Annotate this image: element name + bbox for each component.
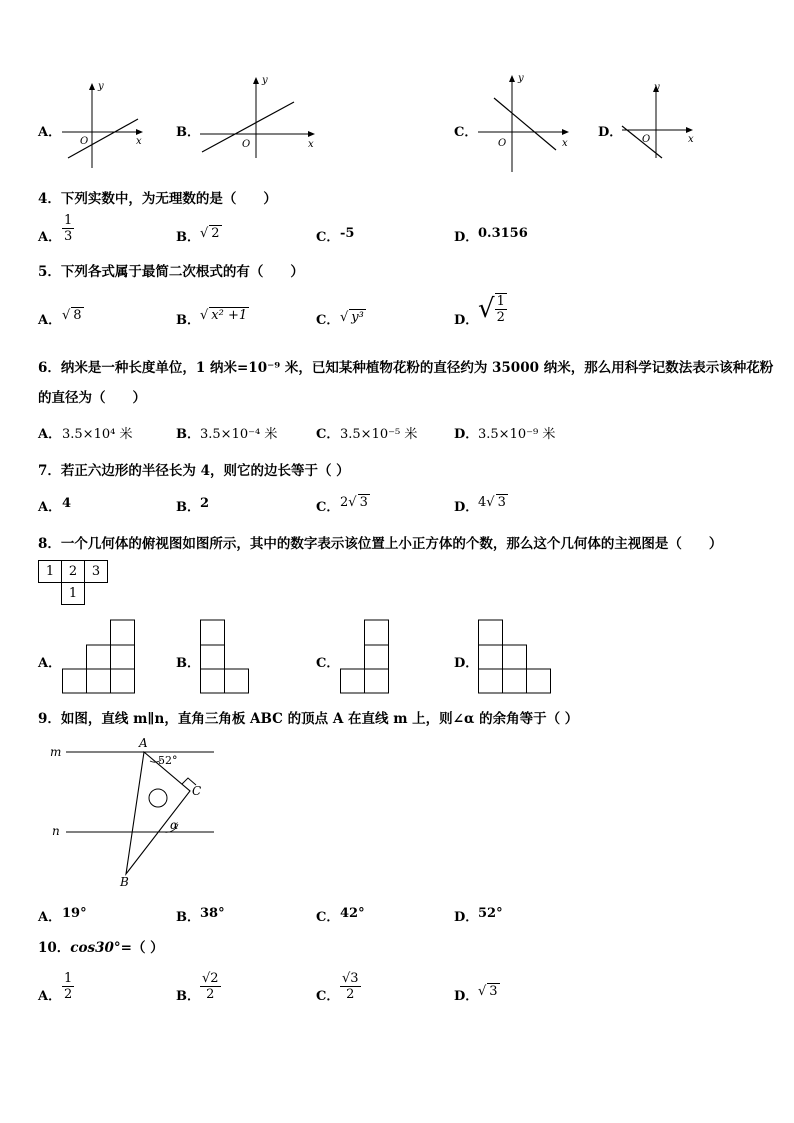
q8-option-a-label: A． <box>38 656 62 671</box>
q3a-y-label: y <box>98 81 104 92</box>
q3-option-b-label: B． <box>176 125 200 140</box>
q10-option-c-label: C． <box>316 989 340 1004</box>
q3-option-a-graph <box>58 80 148 172</box>
q10-b-numerator: √2 <box>202 971 219 986</box>
q5-option-c-label: C． <box>316 313 340 328</box>
q5-option-b-label: B． <box>176 313 200 328</box>
q8-option-b-label: B． <box>176 656 200 671</box>
q9-figure <box>44 734 224 890</box>
q3b-origin-label: O <box>242 139 251 150</box>
q8-top-view-grid <box>38 560 108 605</box>
q3d-x-label: x <box>688 134 694 145</box>
q4-option-b-label: B． <box>176 230 200 245</box>
q9-line-m-label: m <box>50 745 62 759</box>
q8-option-d-label: D． <box>454 656 479 671</box>
q10-stem-number: 10． <box>38 940 71 956</box>
q4-b-radicand: 2 <box>211 226 220 241</box>
q7-option-c-value: 2√ 3 <box>340 495 368 510</box>
q8-grid-cell-empty <box>85 583 108 605</box>
q9-angle-52-label: 52° <box>158 754 178 767</box>
q9-stem: 9．如图，直线 m∥n，直角三角板 ABC 的顶点 A 在直线 m 上，则∠α 的余角等于（ ） <box>38 711 579 727</box>
q5-option-c-value: √ y³ <box>340 310 364 325</box>
q9-point-a-label: A <box>139 736 148 750</box>
q8-grid-cell: 1 <box>62 583 85 605</box>
q3b-y-label: y <box>262 75 268 86</box>
q7-c-coef: 2 <box>340 495 349 510</box>
q10-a-denominator: 2 <box>64 987 73 1002</box>
q10-d-radicand: 3 <box>489 984 498 999</box>
q3c-origin-label: O <box>498 138 507 149</box>
q9-option-d-value: 52° <box>478 906 503 921</box>
q6-option-d-label: D． <box>454 427 479 442</box>
q7-option-d-value: 4√ 3 <box>478 495 506 510</box>
q3c-x-label: x <box>562 138 568 149</box>
q9-option-b-value: 38° <box>200 906 225 921</box>
q10-option-a-label: A． <box>38 989 62 1004</box>
q7-option-b-value: 2 <box>200 496 210 511</box>
q10-option-c-value <box>340 971 361 1002</box>
q10-a-numerator: 1 <box>64 971 73 986</box>
q5-stem: 5．下列各式属于最简二次根式的有（ ） <box>38 264 304 280</box>
q9-point-c-label: C <box>192 784 202 798</box>
q6-stem-line1: 6．纳米是一种长度单位，1 纳米=10⁻⁹ 米，已知某种植物花粉的直径约为 35000 纳米，那么用科学记数法表示该种花粉 <box>38 360 774 376</box>
q6-option-d-value: 3.5×10⁻⁹ 米 <box>478 427 556 442</box>
q5-option-b-value: √ x² +1 <box>200 308 248 323</box>
q8-option-d-figure <box>478 619 554 695</box>
q9-option-c-value: 42° <box>340 906 365 921</box>
q9-option-d-label: D． <box>454 910 479 925</box>
q4-option-a-label: A． <box>38 230 62 245</box>
q3-option-b-graph <box>198 72 322 160</box>
q7-option-a-label: A． <box>38 500 62 515</box>
q10-option-d-label: D． <box>454 989 479 1004</box>
q4-option-d-label: D． <box>454 230 479 245</box>
q5-c-radicand: y³ <box>351 310 364 325</box>
q8-option-c-label: C． <box>316 656 340 671</box>
q5-option-a-value: √ 8 <box>62 308 82 323</box>
q3a-origin-label: O <box>80 136 89 147</box>
q7-d-coef: 4 <box>478 495 487 510</box>
q7-option-a-value: 4 <box>62 496 72 511</box>
q6-option-a-value: 3.5×10⁴ 米 <box>62 427 133 442</box>
q4-option-a-value <box>62 213 74 244</box>
q3-option-d-label: D． <box>598 125 623 140</box>
q9-option-c-label: C． <box>316 910 340 925</box>
q10-option-b-label: B． <box>176 989 200 1004</box>
q6-option-a-label: A． <box>38 427 62 442</box>
q6-option-c-label: C． <box>316 427 340 442</box>
q4-option-c-label: C． <box>316 230 340 245</box>
q9-point-b-label: B <box>120 875 129 889</box>
q6-option-b-value: 3.5×10⁻⁴ 米 <box>200 427 278 442</box>
q3b-x-label: x <box>308 139 314 150</box>
q3-option-a-label: A． <box>38 125 62 140</box>
q7-option-b-label: B． <box>176 500 200 515</box>
q3-option-c-label: C． <box>454 125 478 140</box>
q9-option-a-value: 19° <box>62 906 87 921</box>
q6-option-b-label: B． <box>176 427 200 442</box>
q7-option-d-label: D． <box>454 500 479 515</box>
q10-option-d-value: √ 3 <box>478 984 498 999</box>
q7-c-radicand: 3 <box>359 495 368 510</box>
q7-option-c-label: C． <box>316 500 340 515</box>
q5-d-numerator: 1 <box>496 294 505 309</box>
q10-option-b-value <box>200 971 221 1002</box>
q8-grid-cell: 1 <box>39 561 62 583</box>
q4-option-d-value: 0.3156 <box>478 226 528 241</box>
q5-option-d-value: √ $\frac{1}{2}$ <box>478 294 505 325</box>
q5-d-denominator: 2 <box>496 310 505 325</box>
q8-grid-cell: 2 <box>62 561 85 583</box>
q5-a-radicand: 8 <box>73 308 82 323</box>
q4-stem: 4．下列实数中，为无理数的是（ ） <box>38 191 277 207</box>
q5-b-radicand: x² +1 <box>211 308 248 323</box>
q10-b-denominator: 2 <box>200 986 221 1002</box>
q10-stem-rest: =（ ） <box>120 940 164 956</box>
q10-c-denominator: 2 <box>340 986 361 1002</box>
q3d-y-label: y <box>654 82 660 93</box>
q8-grid-cell-empty <box>39 583 62 605</box>
q3-option-c-graph <box>474 72 574 176</box>
q8-option-b-figure <box>200 619 252 695</box>
q3d-origin-label: O <box>642 134 651 145</box>
q9-alpha-label: α <box>170 818 179 832</box>
q9-option-b-label: B． <box>176 910 200 925</box>
q8-option-c-figure <box>340 619 392 695</box>
q8-option-a-figure <box>62 619 138 695</box>
q8-grid-cell: 3 <box>85 561 108 583</box>
q5-option-a-label: A． <box>38 313 62 328</box>
q4-option-c-value: -5 <box>340 226 355 241</box>
q10-stem-function: cos30° <box>70 940 121 956</box>
q5-option-d-label: D． <box>454 313 479 328</box>
q10-stem <box>38 936 164 956</box>
q3c-y-label: y <box>518 73 524 84</box>
q6-option-c-value: 3.5×10⁻⁵ 米 <box>340 427 418 442</box>
q9-line-n-label: n <box>52 824 60 838</box>
q3-option-d-graph <box>618 80 700 162</box>
q8-stem: 8．一个几何体的俯视图如图所示，其中的数字表示该位置上小正方体的个数，那么这个几何体的主视图是（ ） <box>38 536 723 552</box>
q10-c-numerator: √3 <box>342 971 359 986</box>
q6-stem-line2: 的直径为（ ） <box>38 390 146 406</box>
q4-a-numerator: 1 <box>64 213 73 228</box>
q7-d-radicand: 3 <box>497 495 506 510</box>
q7-stem: 7．若正六边形的半径长为 4，则它的边长等于（ ） <box>38 463 350 479</box>
q4-option-b-value: √ 2 <box>200 226 220 241</box>
q9-option-a-label: A． <box>38 910 62 925</box>
q3a-x-label: x <box>136 136 142 147</box>
q4-a-denominator: 3 <box>64 229 73 244</box>
q10-option-a-value <box>62 971 74 1002</box>
